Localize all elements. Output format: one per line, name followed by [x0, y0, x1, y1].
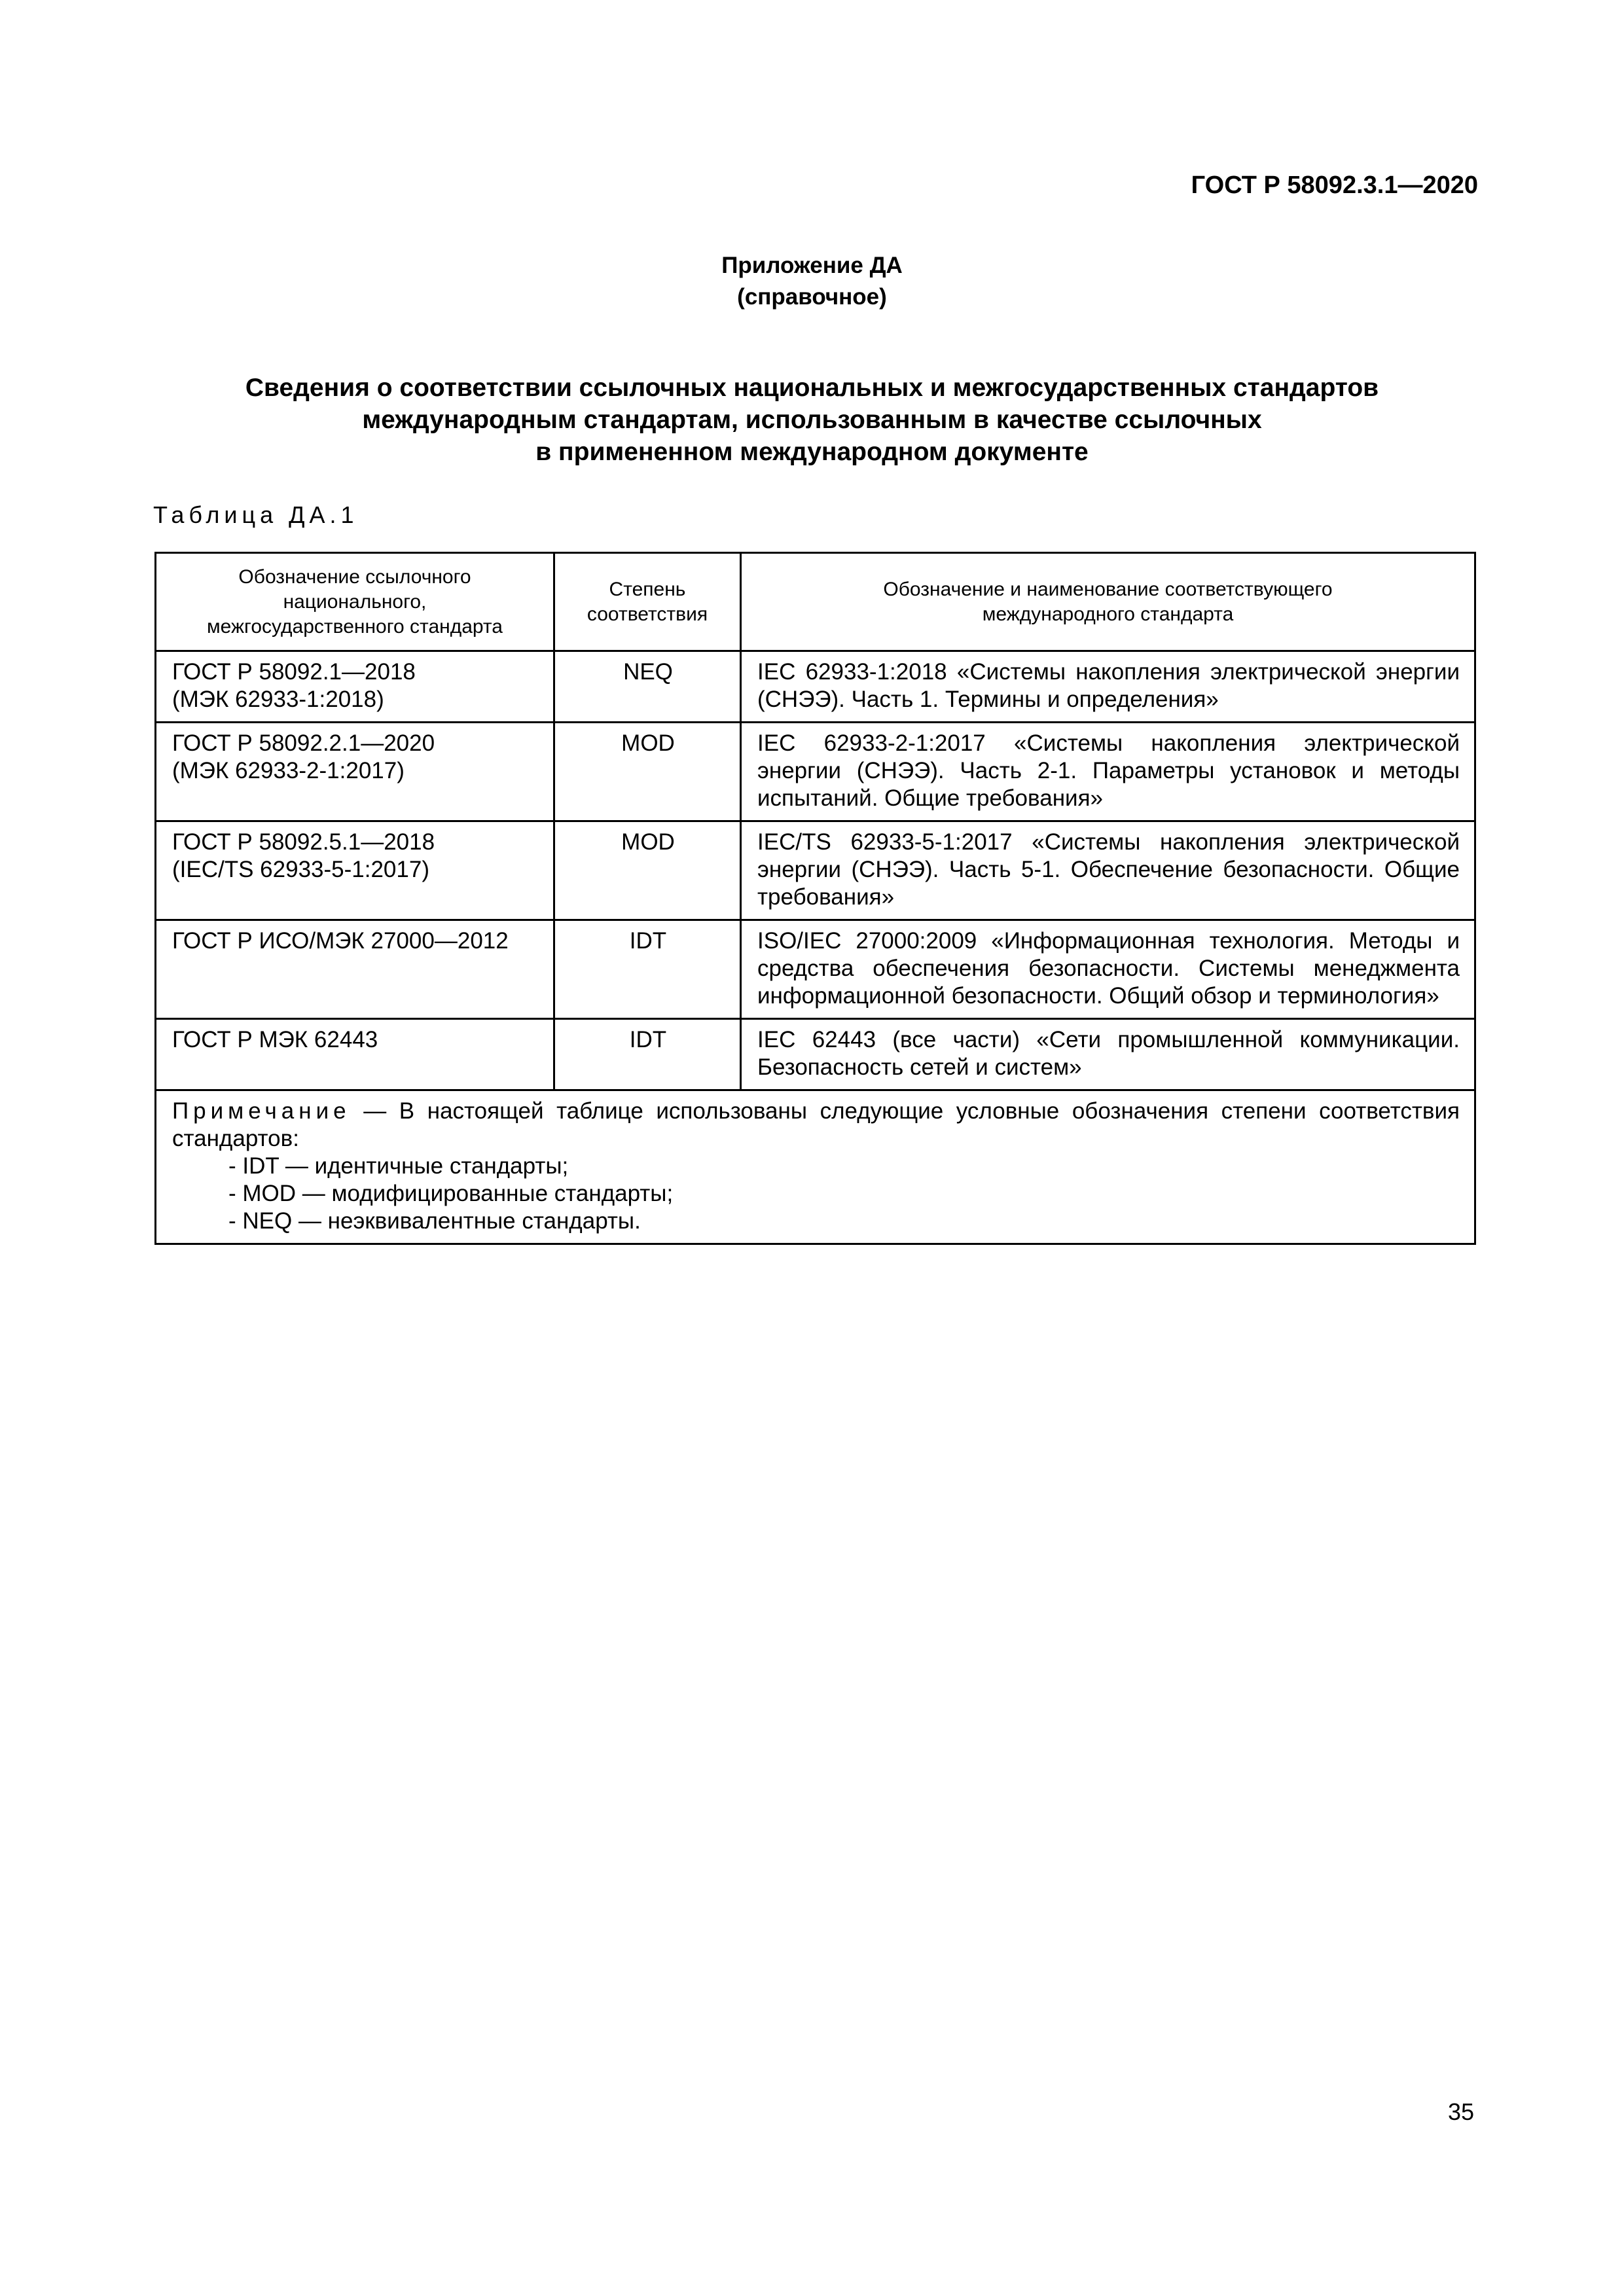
table-note-row	[156, 1090, 1475, 1244]
international-standard-cell: IEC 62443 (все части) «Сети промышленной коммуникации. Безопасность сетей и систем»	[741, 1019, 1475, 1090]
header-degree: Степень соответствия	[554, 553, 741, 651]
header-national-standard: Обозначение ссылочного национального, межгосударственного стандарта	[156, 553, 554, 651]
table-row	[156, 920, 1475, 1019]
note-body: — В настоящей таблице использованы следующие условные обозначения степени соответствия стандартов:	[172, 1098, 1460, 1151]
national-standard-cell: ГОСТ Р 58092.2.1—2020 (МЭК 62933-2-1:2017)	[156, 723, 554, 821]
national-standard-cell: ГОСТ Р МЭК 62443	[156, 1019, 554, 1090]
annex-title: Приложение ДА	[721, 253, 903, 278]
note-text	[172, 1098, 1460, 1153]
degree-cell: IDT	[554, 920, 741, 1019]
international-standard-cell: IEC 62933-1:2018 «Системы накопления электрической энергии (СНЭЭ). Часть 1. Термины и определения»	[741, 651, 1475, 723]
degree-cell: MOD	[554, 723, 741, 821]
header-international-standard: Обозначение и наименование соответствующего международного стандарта	[741, 553, 1475, 651]
note-item: - MOD — модифицированные стандарты;	[228, 1181, 674, 1206]
national-standard-cell: ГОСТ Р ИСО/МЭК 27000—2012	[156, 920, 554, 1019]
note-item: - NEQ — неэквивалентные стандарты.	[228, 1208, 641, 1234]
annex-heading	[0, 250, 1624, 313]
note-list	[172, 1153, 1460, 1235]
international-standard-cell: ISO/IEC 27000:2009 «Информационная технология. Методы и средства обеспечения безопасности. Системы менеджмента информационной безопасности. Общий обзор и терминология»	[741, 920, 1475, 1019]
table-row	[156, 821, 1475, 920]
table-caption: Таблица ДА.1	[153, 501, 359, 528]
section-heading-line-1: Сведения о соответствии ссылочных национальных и межгосударственных стандартов	[245, 374, 1379, 402]
degree-cell: IDT	[554, 1019, 741, 1090]
document-code: ГОСТ Р 58092.3.1—2020	[1191, 171, 1478, 199]
degree-cell: NEQ	[554, 651, 741, 723]
annex-subtitle: (справочное)	[737, 284, 887, 310]
correspondence-table	[154, 552, 1476, 1245]
table-header-row	[156, 553, 1475, 651]
page-number: 35	[1447, 2098, 1474, 2125]
table-note	[156, 1090, 1475, 1244]
table-row	[156, 723, 1475, 821]
table-row	[156, 1019, 1475, 1090]
national-standard-cell: ГОСТ Р 58092.5.1—2018 (IEC/TS 62933-5-1:2017)	[156, 821, 554, 920]
section-heading	[0, 372, 1624, 468]
table-row	[156, 651, 1475, 723]
international-standard-cell: IEC 62933-2-1:2017 «Системы накопления электрической энергии (СНЭЭ). Часть 2-1. Параметры установок и методы испытаний. Общие требования»	[741, 723, 1475, 821]
national-standard-cell: ГОСТ Р 58092.1—2018 (МЭК 62933-1:2018)	[156, 651, 554, 723]
note-prefix: Примечание	[172, 1098, 351, 1124]
section-heading-line-2: международным стандартам, использованным в качестве ссылочных	[362, 406, 1262, 434]
note-item: - IDT — идентичные стандарты;	[228, 1153, 569, 1179]
international-standard-cell: IEC/TS 62933-5-1:2017 «Системы накопления электрической энергии (СНЭЭ). Часть 5-1. Обеспечение безопасности. Общие требования»	[741, 821, 1475, 920]
section-heading-line-3: в примененном международном документе	[535, 438, 1089, 466]
degree-cell: MOD	[554, 821, 741, 920]
